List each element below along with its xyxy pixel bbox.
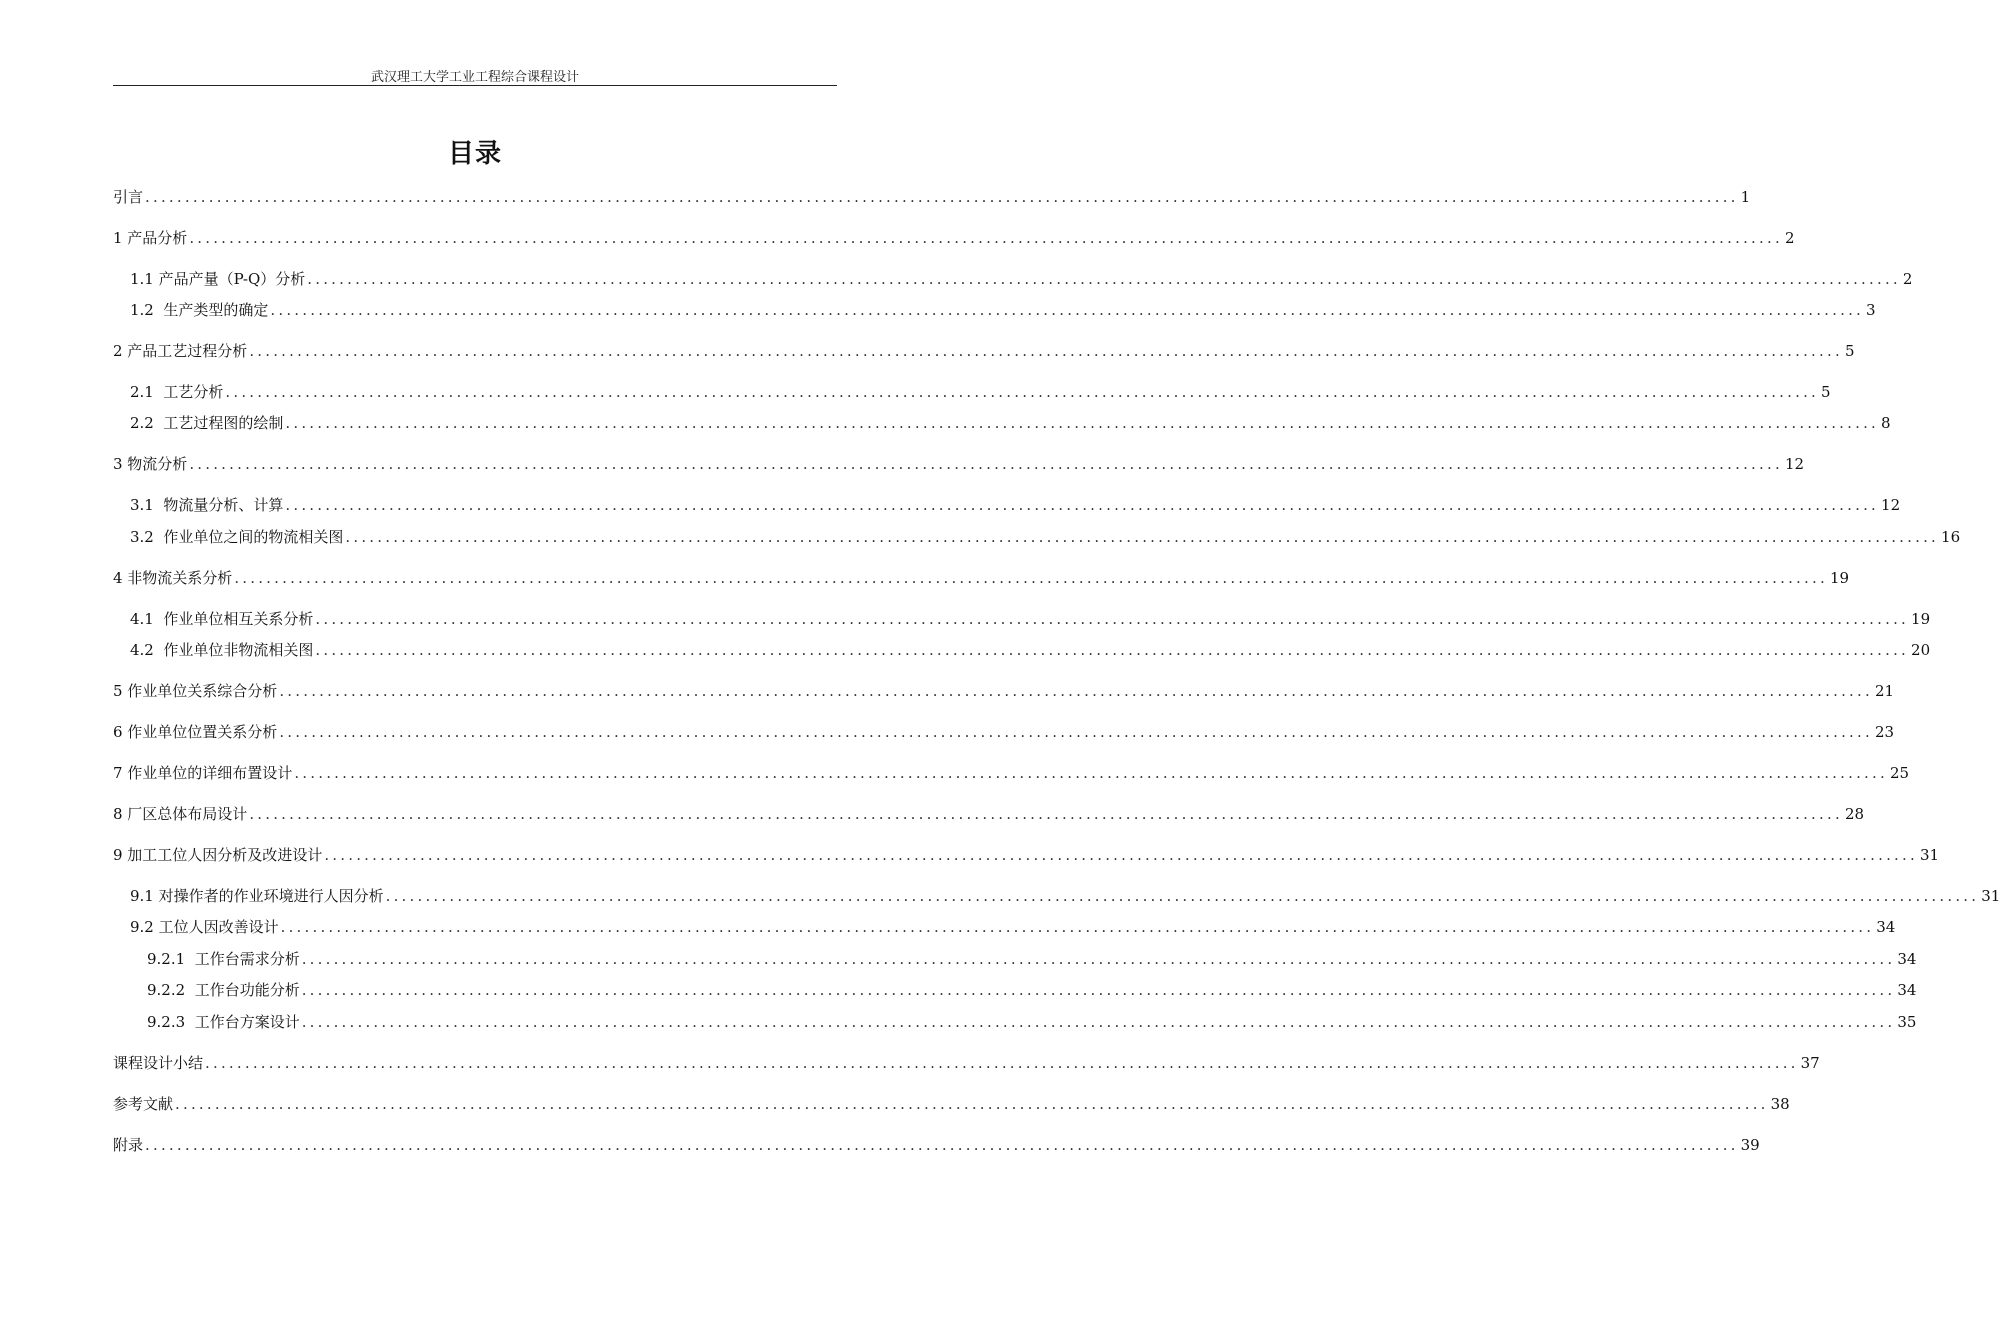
toc-entry-page-number: 28 — [1844, 805, 1865, 823]
toc-entry-page-number: 39 — [1740, 1136, 1760, 1154]
toc-entry-label: 9.2.1 工作台需求分析 — [147, 950, 300, 968]
toc-entry-label: 1.2 生产类型的确定 — [130, 301, 269, 319]
toc-entry[interactable] — [113, 268, 1913, 290]
header-rule — [113, 85, 837, 86]
toc-entry-page-number: 34 — [1897, 950, 1917, 968]
toc-entry[interactable] — [113, 340, 1855, 362]
toc-entry-page-number: 23 — [1874, 723, 1895, 741]
toc-entry-label: 4 非物流关系分析 — [113, 569, 233, 587]
toc-entry[interactable] — [113, 227, 1795, 249]
toc-entry[interactable] — [113, 680, 1895, 702]
toc-entry-page-number: 37 — [1800, 1054, 1820, 1072]
toc-entry[interactable] — [113, 1052, 1820, 1074]
toc-entry-page-number: 19 — [1911, 610, 1931, 628]
toc-entry-page-number: 19 — [1829, 569, 1850, 587]
toc-entry-page-number: 12 — [1881, 496, 1901, 514]
toc-dot-leader: ........................................................................................................................................................................................................ — [270, 301, 1865, 319]
toc-entry-label: 9.2.3 工作台方案设计 — [147, 1013, 300, 1031]
toc-entry-page-number: 25 — [1889, 764, 1910, 782]
toc-dot-leader: ........................................................................................................................................................................................................ — [294, 764, 1888, 782]
toc-dot-leader: ........................................................................................................................................................................................................ — [234, 569, 1828, 587]
toc-entry-label: 3.1 物流量分析、计算 — [130, 496, 284, 514]
toc-entry[interactable] — [113, 526, 1961, 548]
toc-entry[interactable] — [113, 608, 1931, 630]
toc-dot-leader: ........................................................................................................................................................................................................ — [279, 682, 1873, 700]
toc-entry-page-number: 31 — [1981, 887, 2000, 905]
toc-entry[interactable] — [113, 186, 1751, 208]
toc-entry-label: 1.1 产品产量（P-Q）分析 — [130, 270, 306, 288]
toc-entry-label: 引言 — [113, 188, 144, 206]
toc-entry-label: 5 作业单位关系综合分析 — [113, 682, 278, 700]
toc-dot-leader: ........................................................................................................................................................................................................ — [301, 981, 1896, 999]
toc-entry[interactable] — [113, 916, 1896, 938]
toc-entry-page-number: 12 — [1784, 455, 1805, 473]
toc-entry-label: 4.2 作业单位非物流相关图 — [130, 641, 314, 659]
toc-dot-leader: ........................................................................................................................................................................................................ — [385, 887, 1980, 905]
toc-entry-label: 8 厂区总体布局设计 — [113, 805, 248, 823]
toc-dot-leader: ........................................................................................................................................................................................................ — [301, 950, 1896, 968]
toc-entry-label: 9.1 对操作者的作业环境进行人因分析 — [130, 887, 384, 905]
toc-entry[interactable] — [113, 1011, 1917, 1033]
toc-dot-leader: ........................................................................................................................................................................................................ — [189, 229, 1783, 247]
toc-dot-leader: ........................................................................................................................................................................................................ — [285, 414, 1880, 432]
toc-entry-page-number: 31 — [1919, 846, 1940, 864]
toc-entry-page-number: 5 — [1844, 342, 1855, 360]
running-header: 武汉理工大学工业工程综合课程设计 — [370, 70, 579, 85]
toc-entry-label: 3 物流分析 — [113, 455, 188, 473]
toc-entry-page-number: 8 — [1881, 414, 1891, 432]
toc-entry[interactable] — [113, 1134, 1760, 1156]
toc-entry[interactable] — [113, 721, 1895, 743]
toc-entry[interactable] — [113, 844, 1940, 866]
toc-entry-label: 3.2 作业单位之间的物流相关图 — [130, 528, 344, 546]
toc-entry-label: 9.2.2 工作台功能分析 — [147, 981, 300, 999]
toc-entry-page-number: 35 — [1897, 1013, 1917, 1031]
toc-entry[interactable] — [113, 299, 1876, 321]
toc-entry-page-number: 3 — [1866, 301, 1876, 319]
toc-entry[interactable] — [113, 381, 1831, 403]
toc-entry-label: 4.1 作业单位相互关系分析 — [130, 610, 314, 628]
toc-entry[interactable] — [113, 885, 2000, 907]
toc-entry-label: 9 加工工位人因分析及改进设计 — [113, 846, 323, 864]
toc-dot-leader: ........................................................................................................................................................................................................ — [249, 805, 1843, 823]
toc-entry-page-number: 1 — [1740, 188, 1751, 206]
toc-entry[interactable] — [113, 979, 1917, 1001]
toc-dot-leader: ........................................................................................................................................................................................................ — [279, 723, 1873, 741]
toc-entry[interactable] — [113, 803, 1865, 825]
toc-dot-leader: ........................................................................................................................................................................................................ — [249, 342, 1843, 360]
toc-dot-leader: ........................................................................................................................................................................................................ — [307, 270, 1901, 288]
toc-entry-page-number: 2 — [1784, 229, 1795, 247]
toc-entry-label: 7 作业单位的详细布置设计 — [113, 764, 293, 782]
toc-entry-label: 2.1 工艺分析 — [130, 383, 224, 401]
toc-dot-leader: ........................................................................................................................................................................................................ — [225, 383, 1820, 401]
toc-entry[interactable] — [113, 639, 1931, 661]
toc-entry[interactable] — [113, 948, 1917, 970]
toc-entry[interactable] — [113, 453, 1805, 475]
toc-dot-leader: ........................................................................................................................................................................................................ — [301, 1013, 1896, 1031]
toc-entry-page-number: 34 — [1876, 918, 1896, 936]
toc-dot-leader: ........................................................................................................................................................................................................ — [324, 846, 1918, 864]
toc-entry[interactable] — [113, 567, 1850, 589]
toc-entry-label: 附录 — [113, 1136, 144, 1154]
page-title: 目录 — [447, 139, 502, 169]
toc-entry[interactable] — [113, 494, 1901, 516]
toc-dot-leader: ........................................................................................................................................................................................................ — [189, 455, 1783, 473]
toc-dot-leader: ........................................................................................................................................................................................................ — [315, 641, 1910, 659]
toc-entry-page-number: 21 — [1874, 682, 1895, 700]
toc-entry[interactable] — [113, 762, 1910, 784]
toc-entry-label: 9.2 工位人因改善设计 — [130, 918, 279, 936]
toc-dot-leader: ........................................................................................................................................................................................................ — [175, 1095, 1769, 1113]
toc-entry-label: 课程设计小结 — [113, 1054, 204, 1072]
toc-entry-page-number: 5 — [1821, 383, 1831, 401]
toc-entry-page-number: 34 — [1897, 981, 1917, 999]
toc-entry[interactable] — [113, 412, 1891, 434]
toc-dot-leader: ........................................................................................................................................................................................................ — [145, 1136, 1739, 1154]
toc-entry-page-number: 20 — [1911, 641, 1931, 659]
toc-entry-page-number: 16 — [1941, 528, 1961, 546]
toc-entry-page-number: 38 — [1770, 1095, 1790, 1113]
toc-entry[interactable] — [113, 1093, 1790, 1115]
toc-dot-leader: ........................................................................................................................................................................................................ — [345, 528, 1940, 546]
toc-entry-label: 1 产品分析 — [113, 229, 188, 247]
toc-dot-leader: ........................................................................................................................................................................................................ — [315, 610, 1910, 628]
toc-entry-label: 参考文献 — [113, 1095, 174, 1113]
toc-entry-label: 2.2 工艺过程图的绘制 — [130, 414, 284, 432]
toc-entry-page-number: 2 — [1902, 270, 1913, 288]
toc-dot-leader: ........................................................................................................................................................................................................ — [285, 496, 1880, 514]
toc-entry-label: 2 产品工艺过程分析 — [113, 342, 248, 360]
toc-dot-leader: ........................................................................................................................................................................................................ — [280, 918, 1875, 936]
toc-entry-label: 6 作业单位位置关系分析 — [113, 723, 278, 741]
toc-dot-leader: ........................................................................................................................................................................................................ — [205, 1054, 1799, 1072]
toc-dot-leader: ........................................................................................................................................................................................................ — [145, 188, 1739, 206]
